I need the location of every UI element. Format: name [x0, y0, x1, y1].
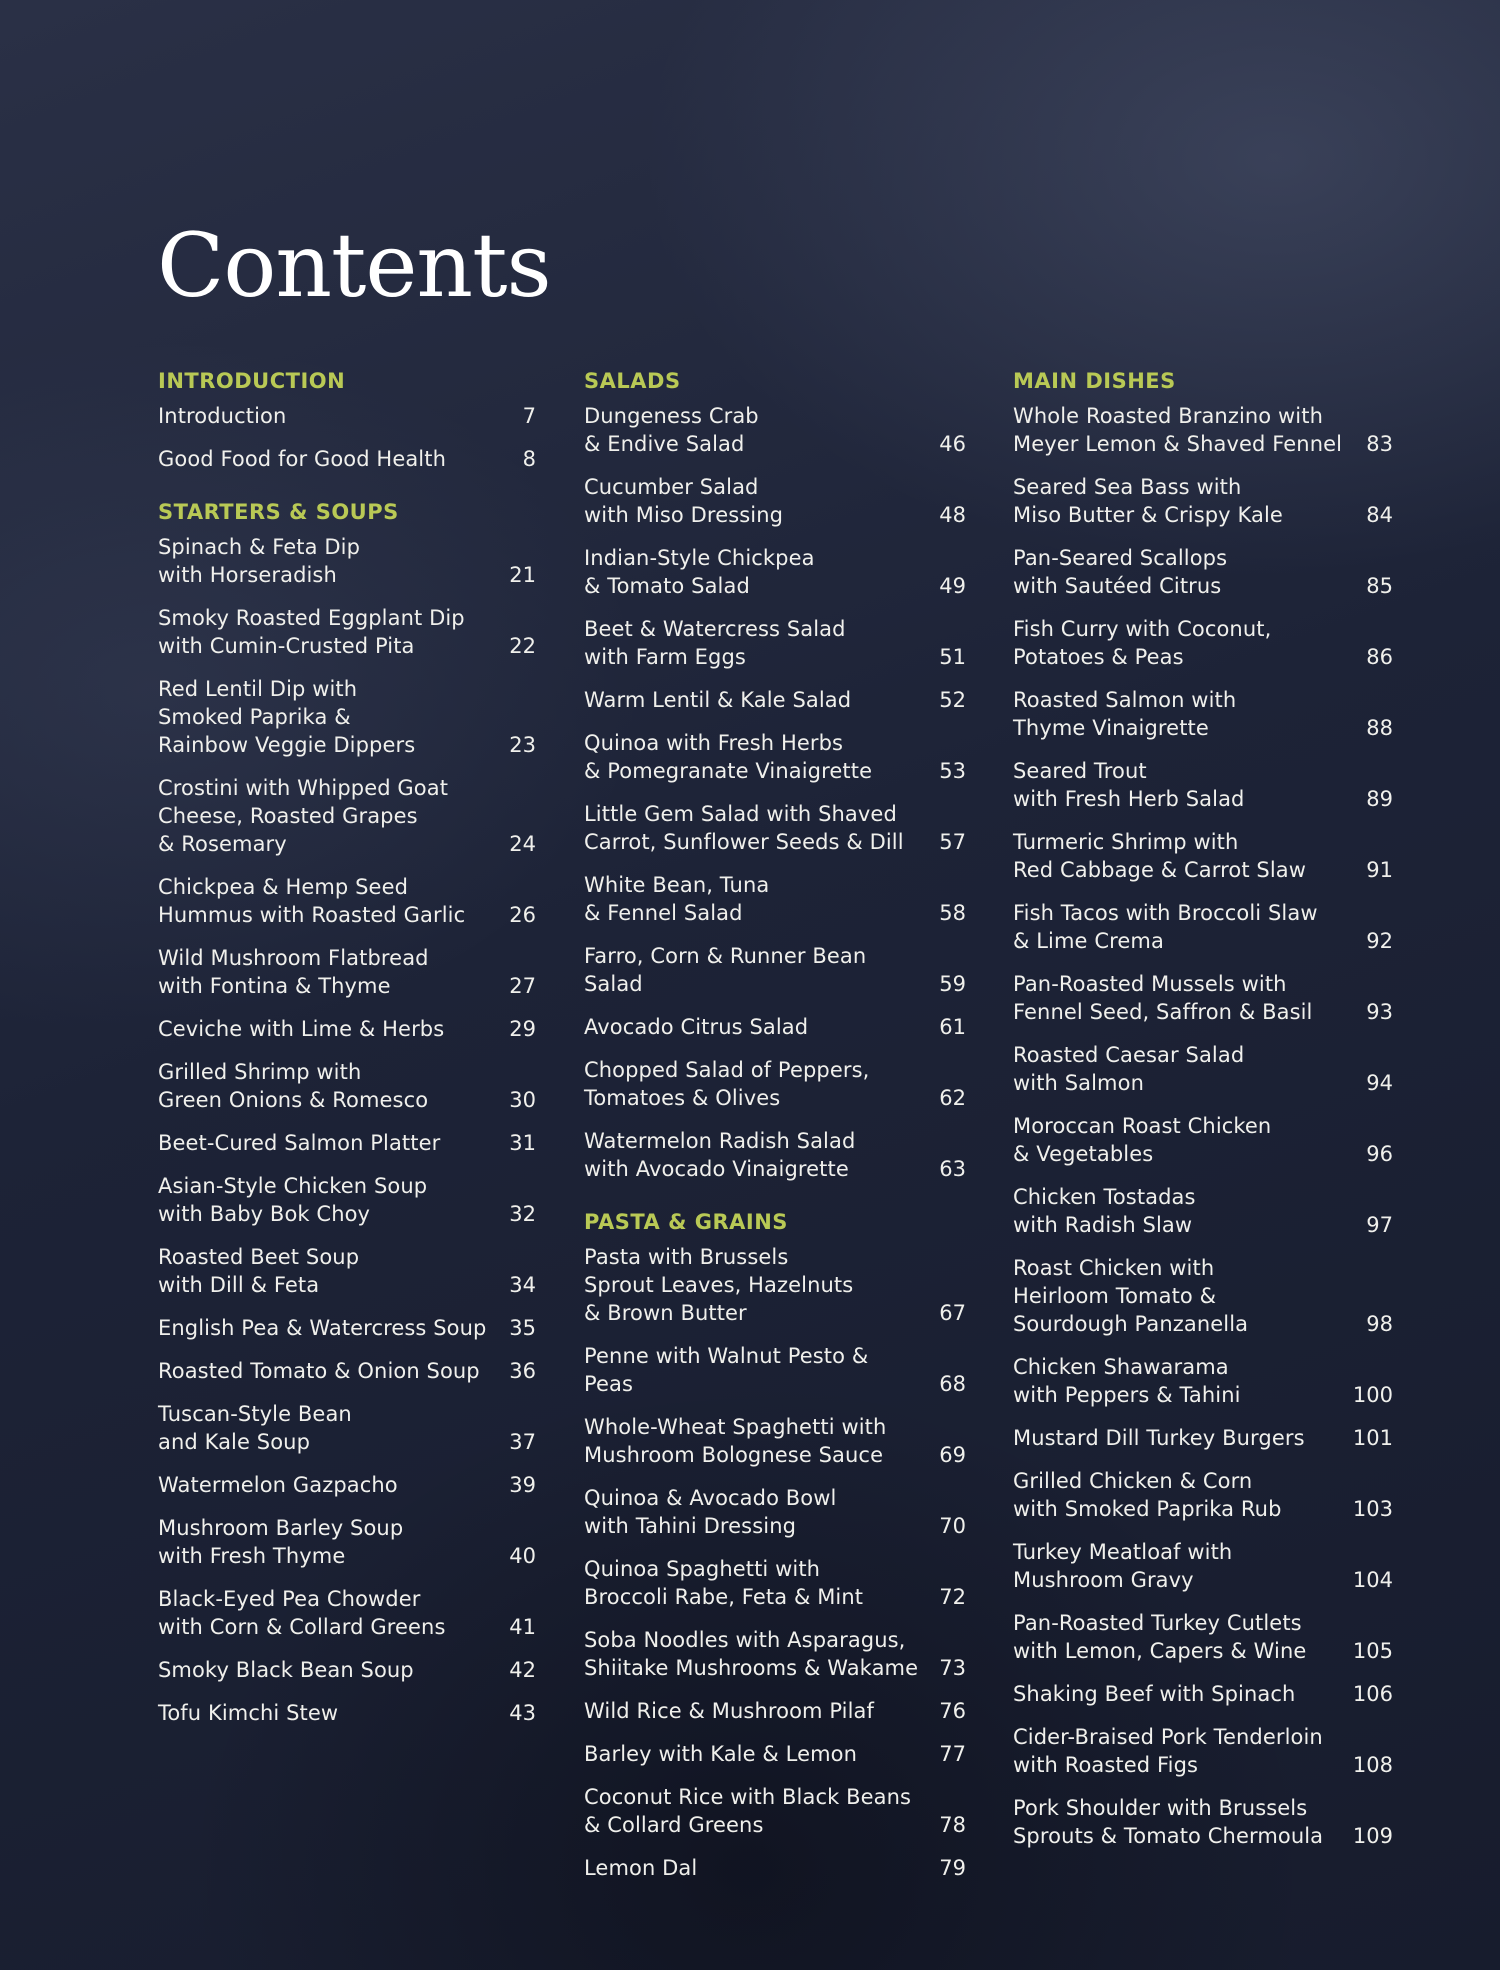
entry-page-number: 52	[939, 688, 966, 712]
entry-page-number: 61	[939, 1015, 966, 1039]
entry-page-number: 101	[1352, 1426, 1393, 1450]
entry-page-number: 62	[939, 1086, 966, 1110]
entry-page-number: 91	[1366, 858, 1393, 882]
entry-title: Crostini with Whipped Goat Cheese, Roasted Grapes & Rosemary	[158, 776, 449, 856]
entry-page-number: 86	[1366, 645, 1393, 669]
entry-page-number: 7	[522, 404, 536, 428]
entry-title: Soba Noodles with Asparagus, Shiitake Mushrooms & Wakame	[584, 1628, 919, 1680]
entry-title: Turkey Meatloaf with Mushroom Gravy	[1013, 1540, 1233, 1592]
entry-page-number: 97	[1366, 1213, 1393, 1237]
contents-column-1	[158, 368, 536, 1742]
entry-title: Seared Sea Bass with Miso Butter & Crispy Kale	[1013, 475, 1283, 527]
toc-entry[interactable]	[158, 604, 536, 660]
toc-entry[interactable]	[158, 1129, 536, 1157]
entry-page-number: 32	[509, 1202, 536, 1226]
entry-title: Penne with Walnut Pesto & Peas	[584, 1344, 869, 1396]
entry-title: Watermelon Gazpacho	[158, 1473, 398, 1497]
entry-page-number: 84	[1366, 503, 1393, 527]
toc-entry[interactable]	[1013, 1794, 1393, 1850]
entry-title: Grilled Shrimp with Green Onions & Romesco	[158, 1060, 429, 1112]
toc-entry[interactable]	[1013, 473, 1393, 529]
entry-title: Roasted Caesar Salad with Salmon	[1013, 1043, 1245, 1095]
toc-entry[interactable]	[584, 1127, 966, 1183]
entry-page-number: 76	[939, 1699, 966, 1723]
entry-page-number: 35	[509, 1316, 536, 1340]
toc-entry[interactable]	[584, 1056, 966, 1112]
toc-entry[interactable]	[584, 1626, 966, 1682]
entry-title: Quinoa with Fresh Herbs & Pomegranate Vinaigrette	[584, 731, 873, 783]
toc-entry[interactable]	[1013, 686, 1393, 742]
entry-title: Little Gem Salad with Shaved Carrot, Sunflower Seeds & Dill	[584, 802, 904, 854]
toc-entry[interactable]	[584, 1413, 966, 1469]
contents-section	[1013, 368, 1393, 1850]
entry-title: White Bean, Tuna & Fennel Salad	[584, 873, 770, 925]
entry-title: Chicken Tostadas with Radish Slaw	[1013, 1185, 1196, 1237]
toc-entry[interactable]	[158, 1400, 536, 1456]
toc-entry[interactable]	[584, 1740, 966, 1768]
toc-entry[interactable]	[584, 686, 966, 714]
toc-entry[interactable]	[158, 533, 536, 589]
entry-page-number: 72	[939, 1585, 966, 1609]
toc-entry[interactable]	[158, 1058, 536, 1114]
toc-entry[interactable]	[1013, 1183, 1393, 1239]
entry-title: Barley with Kale & Lemon	[584, 1742, 858, 1766]
entry-title: Beet-Cured Salmon Platter	[158, 1131, 441, 1155]
contents-section	[584, 1209, 966, 1882]
section-heading: MAIN DISHES	[1013, 369, 1176, 393]
entry-title: Mustard Dill Turkey Burgers	[1013, 1426, 1305, 1450]
toc-entry[interactable]	[1013, 402, 1393, 458]
entry-title: Mushroom Barley Soup with Fresh Thyme	[158, 1516, 404, 1568]
contents-column-3	[1013, 368, 1393, 1865]
entry-page-number: 69	[939, 1443, 966, 1467]
entry-title: Whole Roasted Branzino with Meyer Lemon & Shaved Fennel	[1013, 404, 1343, 456]
toc-entry[interactable]	[158, 1357, 536, 1385]
toc-entry[interactable]	[1013, 544, 1393, 600]
toc-entry[interactable]	[1013, 1680, 1393, 1708]
toc-entry[interactable]	[584, 800, 966, 856]
toc-entry[interactable]	[158, 1015, 536, 1043]
entry-title: Warm Lentil & Kale Salad	[584, 688, 852, 712]
entry-page-number: 8	[522, 447, 536, 471]
toc-entry[interactable]	[158, 1172, 536, 1228]
toc-entry[interactable]	[158, 1314, 536, 1342]
entry-title: Chickpea & Hemp Seed Hummus with Roasted Garlic	[158, 875, 466, 927]
entry-page-number: 93	[1366, 1000, 1393, 1024]
entry-title: Smoky Black Bean Soup	[158, 1658, 414, 1682]
toc-entry[interactable]	[584, 1697, 966, 1725]
entry-title: Good Food for Good Health	[158, 447, 446, 471]
entry-title: Farro, Corn & Runner Bean Salad	[584, 944, 867, 996]
entry-page-number: 78	[939, 1813, 966, 1837]
entry-page-number: 100	[1352, 1383, 1393, 1407]
entry-title: Introduction	[158, 404, 287, 428]
entry-page-number: 26	[509, 903, 536, 927]
entry-title: Fish Curry with Coconut, Potatoes & Peas	[1013, 617, 1272, 669]
toc-entry[interactable]	[584, 1783, 966, 1839]
toc-entry[interactable]	[584, 1013, 966, 1041]
entry-title: Wild Rice & Mushroom Pilaf	[584, 1699, 875, 1723]
entry-title: Spinach & Feta Dip with Horseradish	[158, 535, 361, 587]
entry-title: Indian-Style Chickpea & Tomato Salad	[584, 546, 815, 598]
entry-title: Pan-Roasted Mussels with Fennel Seed, Saffron & Basil	[1013, 972, 1313, 1024]
entry-title: Red Lentil Dip with Smoked Paprika & Rainbow Veggie Dippers	[158, 677, 416, 757]
entry-title: Dungeness Crab & Endive Salad	[584, 404, 759, 456]
contents-section	[584, 368, 966, 1183]
entry-title: Whole-Wheat Spaghetti with Mushroom Bolognese Sauce	[584, 1415, 887, 1467]
toc-entry[interactable]	[1013, 1538, 1393, 1594]
toc-entry[interactable]	[158, 1656, 536, 1684]
entry-page-number: 49	[939, 574, 966, 598]
entry-title: Roasted Tomato & Onion Soup	[158, 1359, 480, 1383]
entry-title: Cider-Braised Pork Tenderloin with Roasted Figs	[1013, 1725, 1323, 1777]
entry-page-number: 51	[939, 645, 966, 669]
toc-entry[interactable]	[158, 1471, 536, 1499]
entry-title: Avocado Citrus Salad	[584, 1015, 809, 1039]
entry-title: Pan-Seared Scallops with Sautéed Citrus	[1013, 546, 1228, 598]
toc-entry[interactable]	[1013, 1424, 1393, 1452]
entry-page-number: 109	[1352, 1824, 1393, 1848]
entry-page-number: 53	[939, 759, 966, 783]
toc-entry[interactable]	[584, 1342, 966, 1398]
entry-title: Smoky Roasted Eggplant Dip with Cumin-Crusted Pita	[158, 606, 465, 658]
entry-title: Turmeric Shrimp with Red Cabbage & Carrot Slaw	[1013, 830, 1307, 882]
entry-title: Asian-Style Chicken Soup with Baby Bok Choy	[158, 1174, 428, 1226]
toc-entry[interactable]	[158, 1699, 536, 1727]
entry-page-number: 40	[509, 1544, 536, 1568]
entry-page-number: 103	[1352, 1497, 1393, 1521]
toc-entry[interactable]	[1013, 970, 1393, 1026]
entry-page-number: 36	[509, 1359, 536, 1383]
entry-page-number: 29	[509, 1017, 536, 1041]
page-title: Contents	[157, 214, 551, 317]
entry-title: Roasted Beet Soup with Dill & Feta	[158, 1245, 360, 1297]
section-heading: INTRODUCTION	[158, 369, 346, 393]
entry-page-number: 23	[509, 733, 536, 757]
entry-title: Coconut Rice with Black Beans & Collard Greens	[584, 1785, 912, 1837]
entry-page-number: 63	[939, 1157, 966, 1181]
entry-page-number: 83	[1366, 432, 1393, 456]
entry-page-number: 22	[509, 634, 536, 658]
entry-title: Quinoa Spaghetti with Broccoli Rabe, Feta & Mint	[584, 1557, 864, 1609]
toc-entry[interactable]	[1013, 615, 1393, 671]
entry-page-number: 21	[509, 563, 536, 587]
entry-page-number: 106	[1352, 1682, 1393, 1706]
entry-page-number: 67	[939, 1301, 966, 1325]
entry-page-number: 98	[1366, 1312, 1393, 1336]
entry-page-number: 39	[509, 1473, 536, 1497]
entry-page-number: 105	[1352, 1639, 1393, 1663]
entry-title: Lemon Dal	[584, 1856, 698, 1880]
section-heading: STARTERS & SOUPS	[158, 500, 399, 524]
toc-entry[interactable]	[158, 873, 536, 929]
toc-entry[interactable]	[584, 402, 966, 458]
toc-entry[interactable]	[158, 774, 536, 858]
toc-entry[interactable]	[1013, 757, 1393, 813]
entry-page-number: 42	[509, 1658, 536, 1682]
toc-entry[interactable]	[158, 1514, 536, 1570]
toc-entry[interactable]	[584, 615, 966, 671]
entry-title: Pan-Roasted Turkey Cutlets with Lemon, Capers & Wine	[1013, 1611, 1307, 1663]
toc-entry[interactable]	[1013, 1041, 1393, 1097]
entry-page-number: 79	[939, 1856, 966, 1880]
contents-column-2	[584, 368, 966, 1897]
entry-page-number: 73	[939, 1656, 966, 1680]
entry-title: Roast Chicken with Heirloom Tomato & Sourdough Panzanella	[1013, 1256, 1249, 1336]
entry-page-number: 94	[1366, 1071, 1393, 1095]
entry-page-number: 104	[1352, 1568, 1393, 1592]
section-heading: PASTA & GRAINS	[584, 1210, 788, 1234]
entry-title: Cucumber Salad with Miso Dressing	[584, 475, 784, 527]
entry-title: Tofu Kimchi Stew	[158, 1701, 339, 1725]
entry-title: Chopped Salad of Peppers, Tomatoes & Olives	[584, 1058, 870, 1110]
entry-page-number: 96	[1366, 1142, 1393, 1166]
entry-title: Watermelon Radish Salad with Avocado Vinaigrette	[584, 1129, 856, 1181]
entry-page-number: 34	[509, 1273, 536, 1297]
entry-title: Quinoa & Avocado Bowl with Tahini Dressing	[584, 1486, 837, 1538]
toc-entry[interactable]	[1013, 1353, 1393, 1409]
toc-entry[interactable]	[584, 544, 966, 600]
toc-entry[interactable]	[158, 944, 536, 1000]
entry-title: Chicken Shawarama with Peppers & Tahini	[1013, 1355, 1241, 1407]
toc-entry[interactable]	[584, 1854, 966, 1882]
toc-entry[interactable]	[1013, 1254, 1393, 1338]
entry-page-number: 24	[509, 832, 536, 856]
toc-entry[interactable]	[1013, 1609, 1393, 1665]
toc-entry[interactable]	[1013, 1723, 1393, 1779]
entry-page-number: 46	[939, 432, 966, 456]
entry-title: Tuscan-Style Bean and Kale Soup	[158, 1402, 352, 1454]
toc-entry[interactable]	[584, 1555, 966, 1611]
entry-page-number: 85	[1366, 574, 1393, 598]
entry-page-number: 31	[509, 1131, 536, 1155]
entry-page-number: 48	[939, 503, 966, 527]
toc-entry[interactable]	[1013, 899, 1393, 955]
toc-entry[interactable]	[158, 1585, 536, 1641]
entry-page-number: 27	[509, 974, 536, 998]
entry-title: Roasted Salmon with Thyme Vinaigrette	[1013, 688, 1237, 740]
entry-page-number: 58	[939, 901, 966, 925]
entry-page-number: 89	[1366, 787, 1393, 811]
entry-title: Ceviche with Lime & Herbs	[158, 1017, 445, 1041]
contents-section	[158, 368, 536, 473]
entry-page-number: 41	[509, 1615, 536, 1639]
entry-title: Pasta with Brussels Sprout Leaves, Hazelnuts & Brown Butter	[584, 1245, 854, 1325]
toc-entry[interactable]	[584, 473, 966, 529]
entry-title: Shaking Beef with Spinach	[1013, 1682, 1296, 1706]
toc-entry[interactable]	[158, 402, 536, 430]
entry-page-number: 92	[1366, 929, 1393, 953]
toc-entry[interactable]	[1013, 1467, 1393, 1523]
toc-entry[interactable]	[584, 871, 966, 927]
entry-title: Pork Shoulder with Brussels Sprouts & Tomato Chermoula	[1013, 1796, 1324, 1848]
entry-title: Fish Tacos with Broccoli Slaw & Lime Crema	[1013, 901, 1318, 953]
entry-page-number: 88	[1366, 716, 1393, 740]
entry-title: Wild Mushroom Flatbread with Fontina & Thyme	[158, 946, 429, 998]
entry-title: Moroccan Roast Chicken & Vegetables	[1013, 1114, 1272, 1166]
toc-entry[interactable]	[158, 445, 536, 473]
toc-entry[interactable]	[584, 1243, 966, 1327]
entry-title: Seared Trout with Fresh Herb Salad	[1013, 759, 1245, 811]
entry-page-number: 43	[509, 1701, 536, 1725]
entry-page-number: 68	[939, 1372, 966, 1396]
entry-title: Beet & Watercress Salad with Farm Eggs	[584, 617, 846, 669]
toc-entry[interactable]	[158, 1243, 536, 1299]
entry-title: Black-Eyed Pea Chowder with Corn & Collard Greens	[158, 1587, 446, 1639]
toc-entry[interactable]	[584, 942, 966, 998]
section-heading: SALADS	[584, 369, 681, 393]
entry-page-number: 30	[509, 1088, 536, 1112]
entry-page-number: 37	[509, 1430, 536, 1454]
toc-entry[interactable]	[584, 1484, 966, 1540]
entry-page-number: 77	[939, 1742, 966, 1766]
entry-page-number: 70	[939, 1514, 966, 1538]
toc-entry[interactable]	[1013, 828, 1393, 884]
entry-title: Grilled Chicken & Corn with Smoked Paprika Rub	[1013, 1469, 1282, 1521]
toc-entry[interactable]	[584, 729, 966, 785]
entry-page-number: 57	[939, 830, 966, 854]
toc-entry[interactable]	[1013, 1112, 1393, 1168]
contents-section	[158, 499, 536, 1727]
entry-page-number: 108	[1352, 1753, 1393, 1777]
entry-page-number: 59	[939, 972, 966, 996]
toc-entry[interactable]	[158, 675, 536, 759]
entry-title: English Pea & Watercress Soup	[158, 1316, 487, 1340]
